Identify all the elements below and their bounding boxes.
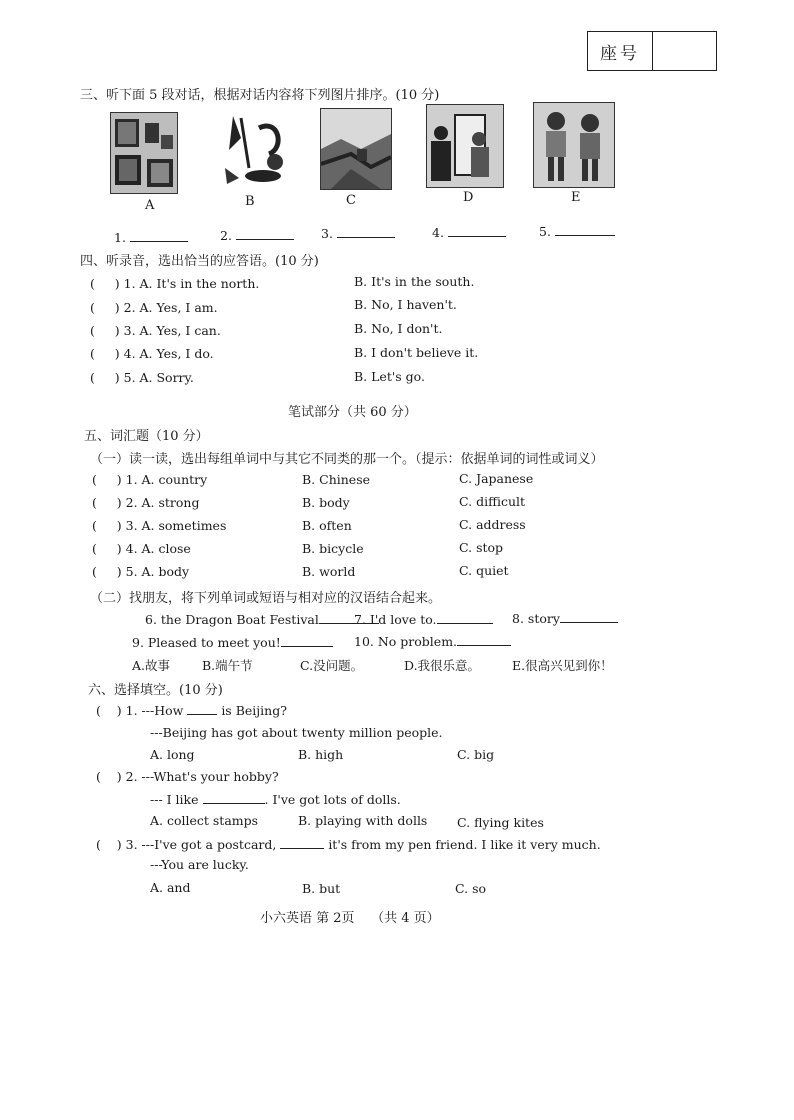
match-item-10: 10. No problem. [354, 633, 511, 649]
option-a: A. and [150, 880, 191, 895]
option-b: B. I don't believe it. [354, 345, 479, 360]
page-footer: 小六英语 第 2页 （共 4 页） [260, 911, 440, 926]
order-answer-5: 5. [539, 223, 615, 239]
option-c: C. difficult [459, 494, 526, 509]
section-5-part-1-title: （一）读一读，选出每组单词中与其它不同类的那一个。（提示：依据单词的词性或词义） [90, 452, 604, 467]
order-answer-3: 3. [321, 225, 395, 241]
match-item-6: 6. the Dragon Boat Festival [145, 611, 379, 627]
section-4-title: 四、听录音，选出恰当的应答语。(10 分) [80, 254, 319, 269]
option-b: B. high [298, 747, 344, 762]
list-item[interactable]: ( ) 4. A. Yes, I do. [90, 346, 214, 361]
option-a: A. long [150, 747, 195, 762]
match-item-9: 9. Pleased to meet you! [132, 634, 333, 650]
match-option-b: B.端午节 [202, 658, 253, 673]
option-b: B. Chinese [302, 472, 371, 487]
list-item[interactable]: ( ) 3. ---I've got a postcard, it's from my pen friend. I like it very much. [96, 837, 601, 852]
answer-blank[interactable] [130, 229, 188, 242]
answer-blank[interactable] [457, 633, 511, 646]
option-b: B. often [302, 518, 352, 533]
match-item-7: 7. I'd love to. [354, 611, 493, 627]
order-answer-2: 2. [220, 227, 294, 243]
option-c: C. quiet [459, 563, 509, 578]
section-6-title: 六、选择填空。(10 分) [88, 683, 223, 698]
picture-letter: E [571, 190, 581, 205]
section-3-title: 三、听下面 5 段对话，根据对话内容将下列图片排序。(10 分) [80, 88, 440, 103]
option-c: C. big [457, 747, 495, 762]
question-2-answer-line: --- I like . I've got lots of dolls. [150, 792, 401, 807]
list-item[interactable]: ( ) 5. A. Sorry. [90, 370, 194, 385]
answer-blank[interactable] [448, 224, 506, 237]
picture-letter: B [245, 194, 255, 209]
kitchen-tools-icon [219, 108, 289, 188]
option-c: C. stop [459, 540, 504, 555]
option-c: C. so [455, 881, 487, 896]
order-answer-4: 4. [432, 224, 506, 240]
picture-letter: C [346, 193, 356, 208]
answer-blank[interactable] [560, 610, 618, 623]
option-b: B. No, I haven't. [354, 297, 457, 312]
order-answer-1: 1. [114, 229, 188, 245]
list-item[interactable]: ( ) 1. ---How is Beijing? [96, 703, 287, 718]
question-3-answer-line: ---You are lucky. [150, 857, 249, 872]
match-option-d: D.我很乐意。 [404, 658, 481, 673]
seat-number-field[interactable] [653, 32, 716, 70]
option-b: B. body [302, 495, 350, 510]
list-item[interactable]: ( ) 2. A. Yes, I am. [90, 300, 218, 315]
option-b: B. bicycle [302, 541, 364, 556]
answer-blank[interactable] [281, 634, 333, 647]
option-b: B. but [302, 881, 341, 896]
option-b: B. playing with dolls [298, 813, 428, 828]
option-c: C. Japanese [459, 471, 534, 486]
answer-blank[interactable] [437, 611, 493, 624]
match-option-c: C.没问题。 [300, 658, 364, 673]
two-boys-icon [533, 102, 615, 188]
list-item[interactable]: ( ) 1. A. country [92, 472, 208, 487]
list-item[interactable]: ( ) 2. ---What's your hobby? [96, 769, 279, 784]
list-item[interactable]: ( ) 4. A. close [92, 541, 191, 556]
question-1-answer-line: ---Beijing has got about twenty million people. [150, 725, 443, 740]
list-item[interactable]: ( ) 2. A. strong [92, 495, 200, 510]
section-5-title: 五、词汇题（10 分） [84, 429, 209, 444]
seat-number-box [587, 31, 717, 71]
option-c: C. address [459, 517, 526, 532]
option-b: B. Let's go. [354, 369, 425, 384]
answer-blank[interactable] [337, 225, 395, 238]
list-item[interactable]: ( ) 1. A. It's in the north. [90, 276, 260, 291]
answer-blank[interactable] [280, 836, 324, 849]
answer-blank[interactable] [236, 227, 294, 240]
list-item[interactable]: ( ) 3. A. sometimes [92, 518, 227, 533]
people-at-door-icon [426, 104, 504, 188]
option-b: B. world [302, 564, 356, 579]
section-5-part-2-title: （二）找朋友，将下列单词或短语与相对应的汉语结合起来。 [90, 591, 442, 606]
seat-label: 座号 [588, 32, 653, 70]
great-wall-icon [320, 108, 392, 190]
answer-blank[interactable] [187, 702, 217, 715]
stamp-album-icon [110, 112, 178, 194]
picture-letter: D [463, 190, 474, 205]
option-c: C. flying kites [457, 815, 544, 830]
option-b: B. It's in the south. [354, 274, 475, 289]
answer-blank[interactable] [203, 791, 265, 804]
answer-blank[interactable] [555, 223, 615, 236]
list-item[interactable]: ( ) 5. A. body [92, 564, 190, 579]
option-a: A. collect stamps [150, 813, 259, 828]
match-option-a: A.故事 [132, 658, 171, 673]
match-option-e: E.很高兴见到你！ [512, 658, 613, 673]
written-part-title: 笔试部分（共 60 分） [288, 405, 417, 420]
list-item[interactable]: ( ) 3. A. Yes, I can. [90, 323, 221, 338]
option-b: B. No, I don't. [354, 321, 443, 336]
picture-letter: A [145, 198, 155, 213]
match-item-8: 8. story [512, 610, 618, 626]
